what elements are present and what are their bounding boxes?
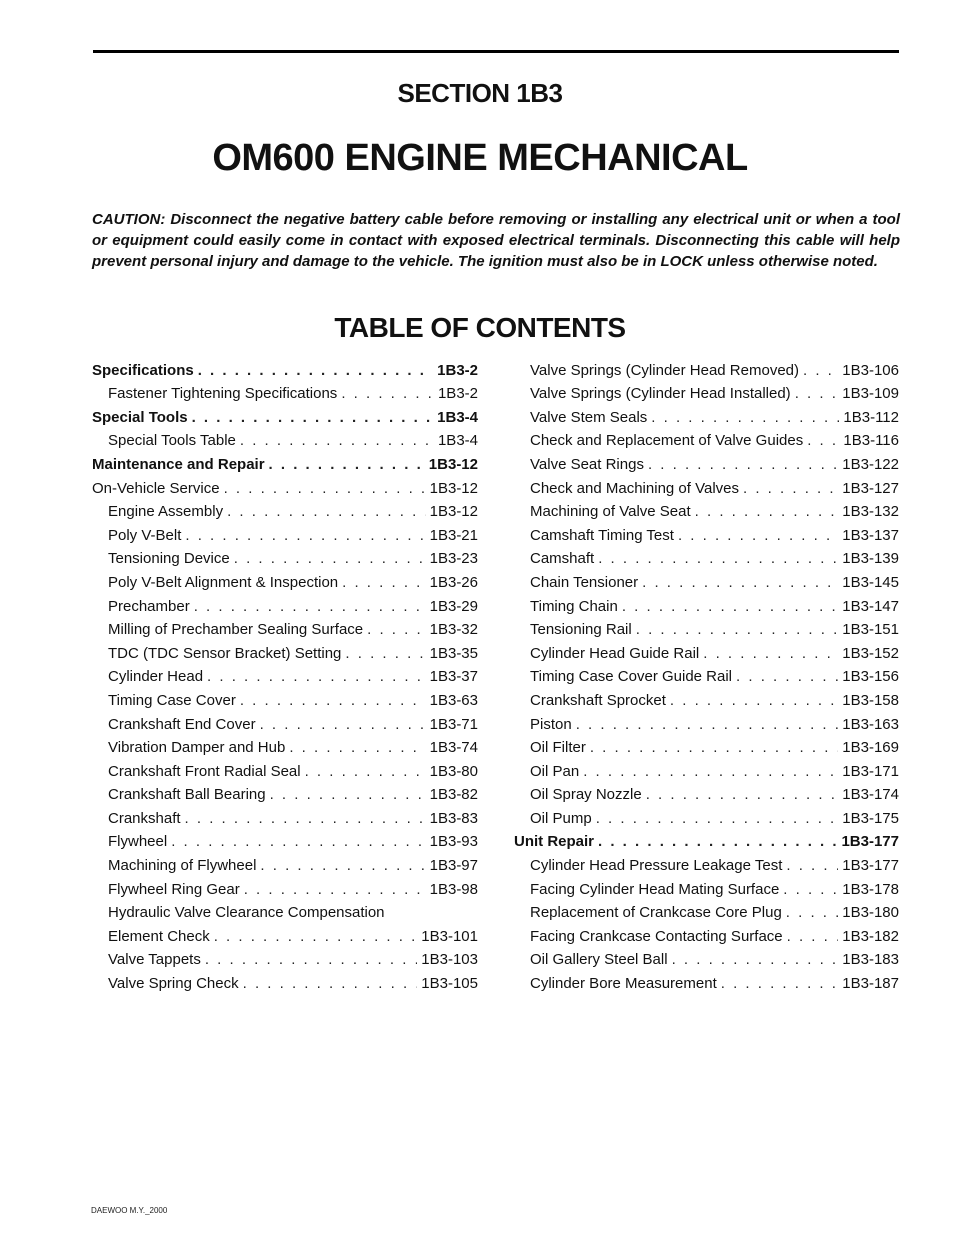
toc-entry-title: Cylinder Bore Measurement	[530, 975, 717, 993]
toc-entry[interactable]	[514, 380, 899, 404]
toc-leader-dots	[786, 857, 838, 875]
toc-entry-page: 1B3-183	[842, 951, 899, 969]
toc-entry-page: 1B3-80	[429, 762, 478, 780]
toc-entry-page: 1B3-4	[437, 432, 478, 450]
toc-entry-page: 1B3-116	[843, 432, 899, 450]
toc-entry-page: 1B3-105	[421, 975, 478, 993]
toc-leader-dots	[198, 362, 433, 380]
toc-entry[interactable]	[514, 592, 899, 616]
toc-entry-title: Valve Tappets	[108, 951, 201, 969]
toc-entry-page: 1B3-158	[842, 691, 899, 709]
toc-entry-title: Valve Springs (Cylinder Head Installed)	[530, 385, 791, 403]
toc-entry-page: 1B3-171	[842, 762, 899, 780]
toc-leader-dots	[672, 951, 839, 969]
toc-entry[interactable]	[92, 804, 478, 828]
toc-entry-title: Camshaft Timing Test	[530, 526, 674, 544]
toc-entry[interactable]	[514, 616, 899, 640]
toc-entry-page: 1B3-182	[842, 927, 899, 945]
toc-entry-page: 1B3-147	[842, 597, 899, 615]
toc-entry[interactable]	[92, 663, 478, 687]
toc-entry-title: Special Tools	[92, 408, 188, 426]
toc-entry-page: 1B3-152	[842, 644, 899, 662]
toc-entry-page: 1B3-35	[429, 644, 478, 662]
toc-leader-dots	[260, 857, 425, 875]
toc-entry-title: Valve Springs (Cylinder Head Removed)	[530, 361, 800, 379]
toc-entry-title: Hydraulic Valve Clearance Compensation	[108, 904, 385, 922]
toc-leader-dots	[244, 881, 426, 899]
toc-leader-dots	[342, 574, 425, 592]
toc-leader-dots	[783, 881, 838, 899]
toc-entry-title: Oil Pan	[530, 762, 580, 780]
toc-entry-title: Oil Pump	[530, 809, 592, 827]
toc-leader-dots	[270, 786, 426, 804]
toc-entry-page: 1B3-187	[842, 975, 899, 993]
toc-entry[interactable]	[514, 474, 899, 498]
toc-leader-dots	[224, 480, 426, 498]
toc-leader-dots	[227, 503, 426, 521]
toc-entry[interactable]	[92, 380, 478, 404]
toc-entry-title: Milling of Prechamber Sealing Surface	[108, 621, 364, 639]
toc-entry-title: Poly V-Belt Alignment & Inspection	[108, 573, 339, 591]
toc-entry-title: Timing Chain	[530, 597, 618, 615]
toc-entry-title: Check and Replacement of Valve Guides	[530, 432, 804, 450]
toc-entry-page: 1B3-26	[429, 573, 478, 591]
toc-entry[interactable]	[92, 568, 478, 592]
toc-entry-title: Flywheel Ring Gear	[108, 880, 240, 898]
toc-entry-title: Specifications	[92, 361, 194, 379]
toc-entry-title: Timing Case Cover	[108, 691, 236, 709]
toc-leader-dots	[240, 432, 434, 450]
toc-entry-title: TDC (TDC Sensor Bracket) Setting	[108, 644, 342, 662]
toc-entry-page: 1B3-2	[437, 361, 478, 379]
toc-entry[interactable]	[92, 946, 478, 970]
toc-leader-dots	[205, 951, 417, 969]
toc-entry-title: Oil Gallery Steel Ball	[530, 951, 668, 969]
toc-entry-page: 1B3-12	[429, 479, 478, 497]
toc-entry-title: Facing Crankcase Contacting Surface	[530, 927, 783, 945]
toc-entry-title: Tensioning Rail	[530, 621, 632, 639]
toc-entry-page: 1B3-63	[429, 691, 478, 709]
toc-leader-dots	[646, 786, 839, 804]
toc-leader-dots	[721, 975, 839, 993]
toc-entry-page: 1B3-2	[437, 385, 478, 403]
toc-leader-dots	[703, 645, 838, 663]
toc-entry-page: 1B3-174	[842, 786, 899, 804]
toc-leader-dots	[185, 810, 426, 828]
toc-entry-title: Cylinder Head Pressure Leakage Test	[530, 857, 783, 875]
toc-entry[interactable]	[514, 734, 899, 758]
toc-entry-page: 1B3-37	[429, 668, 478, 686]
toc-leader-dots	[367, 621, 426, 639]
toc-leader-dots	[622, 598, 838, 616]
toc-entry-title: Crankshaft Sprocket	[530, 691, 666, 709]
top-rule	[93, 50, 899, 53]
toc-entry-page: 1B3-12	[428, 455, 478, 473]
toc-leader-dots	[695, 503, 839, 521]
toc-leader-dots	[269, 456, 425, 474]
toc-leader-dots	[345, 645, 425, 663]
toc-entry-page: 1B3-169	[842, 739, 899, 757]
toc-entry-page: 1B3-145	[842, 573, 899, 591]
toc-entry[interactable]	[514, 851, 899, 875]
toc-entry[interactable]	[92, 450, 478, 474]
toc-leader-dots	[341, 385, 434, 403]
toc-entry[interactable]	[514, 969, 899, 993]
toc-entry-title: Oil Spray Nozzle	[530, 786, 642, 804]
toc-entry-page: 1B3-156	[842, 668, 899, 686]
toc-leader-dots	[598, 550, 838, 568]
toc-leader-dots	[576, 716, 839, 734]
toc-leader-dots	[795, 385, 839, 403]
toc-entry-page: 1B3-177	[841, 833, 899, 851]
toc-leader-dots	[194, 598, 426, 616]
toc-right-column	[514, 356, 899, 993]
toc-leader-dots	[234, 550, 426, 568]
toc-leader-dots	[598, 833, 837, 851]
toc-entry[interactable]	[92, 474, 478, 498]
toc-entry-title: Valve Stem Seals	[530, 408, 648, 426]
toc-entry[interactable]	[514, 828, 899, 852]
toc-entry[interactable]	[514, 545, 899, 569]
toc-left-column	[92, 356, 478, 993]
toc-leader-dots	[305, 763, 426, 781]
toc-entry-title: Maintenance and Repair	[92, 455, 265, 473]
toc-leader-dots	[185, 527, 425, 545]
toc-entry-title: Oil Filter	[530, 739, 586, 757]
toc-entry-page: 1B3-109	[842, 385, 899, 403]
toc-entry[interactable]	[92, 639, 478, 663]
toc-entry[interactable]	[514, 757, 899, 781]
toc-entry-page: 1B3-163	[842, 715, 899, 733]
toc-entry[interactable]	[514, 639, 899, 663]
toc-entry-title: Facing Cylinder Head Mating Surface	[530, 880, 780, 898]
toc-leader-dots	[786, 904, 838, 922]
toc-entry-page: 1B3-106	[842, 361, 899, 379]
toc-leader-dots	[651, 409, 839, 427]
toc-entry[interactable]	[92, 710, 478, 734]
toc-entry[interactable]	[514, 356, 899, 380]
toc-entry[interactable]	[92, 686, 478, 710]
toc-entry-page: 1B3-23	[429, 550, 478, 568]
toc-leader-dots	[243, 975, 418, 993]
toc-leader-dots	[590, 739, 838, 757]
toc-leader-dots	[648, 456, 838, 474]
toc-entry-title: Replacement of Crankcase Core Plug	[530, 904, 782, 922]
toc-leader-dots	[240, 692, 426, 710]
toc-leader-dots	[192, 409, 434, 427]
toc-entry[interactable]	[514, 568, 899, 592]
toc-leader-dots	[736, 668, 838, 686]
toc-entry-title: Machining of Valve Seat	[530, 503, 691, 521]
toc-entry[interactable]	[514, 922, 899, 946]
toc-entry-title: Chain Tensioner	[530, 573, 639, 591]
toc-entry[interactable]	[514, 710, 899, 734]
toc-entry[interactable]	[514, 804, 899, 828]
toc-entry-page: 1B3-21	[429, 526, 478, 544]
toc-entry[interactable]	[92, 922, 478, 946]
toc-entry-page: 1B3-178	[842, 880, 899, 898]
document-title: OM600 ENGINE MECHANICAL	[212, 137, 748, 179]
toc-entry-title: Crankshaft Front Radial Seal	[108, 762, 301, 780]
toc-entry-title: Piston	[530, 715, 572, 733]
toc-entry-title: On-Vehicle Service	[92, 479, 220, 497]
toc-heading: TABLE OF CONTENTS	[334, 312, 626, 343]
toc-entry[interactable]	[514, 450, 899, 474]
toc-entry[interactable]	[514, 427, 899, 451]
toc-leader-dots	[678, 527, 838, 545]
toc-entry[interactable]	[92, 875, 478, 899]
toc-entry-page: 1B3-177	[842, 857, 899, 875]
toc-leader-dots	[807, 432, 839, 450]
toc-entry-page: 1B3-151	[842, 621, 899, 639]
toc-entry-page: 1B3-32	[429, 621, 478, 639]
toc-entry-page: 1B3-29	[429, 597, 478, 615]
toc-entry-page: 1B3-122	[842, 455, 899, 473]
toc-leader-dots	[636, 621, 839, 639]
toc-entry-page: 1B3-132	[842, 503, 899, 521]
toc-leader-dots	[596, 810, 839, 828]
toc-leader-dots	[207, 668, 426, 686]
toc-entry-title: Timing Case Cover Guide Rail	[530, 668, 733, 686]
toc-entry-title: Cylinder Head Guide Rail	[530, 644, 700, 662]
toc-entry[interactable]	[514, 946, 899, 970]
toc-entry-page: 1B3-82	[429, 786, 478, 804]
toc-entry[interactable]	[92, 757, 478, 781]
toc-entry-title: Engine Assembly	[108, 503, 224, 521]
toc-entry-page: 1B3-12	[429, 503, 478, 521]
toc-entry[interactable]	[92, 851, 478, 875]
toc-entry[interactable]	[92, 969, 478, 993]
toc-entry-title: Special Tools Table	[108, 432, 236, 450]
toc-entry-title: Valve Seat Rings	[530, 455, 644, 473]
toc-entry-page: 1B3-93	[429, 833, 478, 851]
toc-entry[interactable]	[92, 781, 478, 805]
toc-entry-title: Cylinder Head	[108, 668, 204, 686]
toc-entry-page: 1B3-137	[842, 526, 899, 544]
toc-entry-title: Element Check	[108, 927, 210, 945]
toc-leader-dots	[787, 928, 839, 946]
footer-model-year: DAEWOO M.Y._2000	[91, 1206, 168, 1215]
toc-entry-title: Flywheel	[108, 833, 168, 851]
toc-entry-page: 1B3-127	[842, 479, 899, 497]
toc-entry-page: 1B3-112	[843, 408, 899, 426]
toc-leader-dots	[803, 362, 838, 380]
toc-entry[interactable]	[92, 498, 478, 522]
toc-entry-title: Crankshaft End Cover	[108, 715, 256, 733]
toc-leader-dots	[583, 763, 838, 781]
toc-entry[interactable]	[514, 686, 899, 710]
toc-entry[interactable]	[92, 899, 478, 923]
toc-entry-page: 1B3-83	[429, 809, 478, 827]
toc-entry-title: Tensioning Device	[108, 550, 230, 568]
toc-entry-title: Crankshaft	[108, 809, 181, 827]
toc-entry-title: Prechamber	[108, 597, 190, 615]
toc-entry[interactable]	[514, 781, 899, 805]
toc-entry[interactable]	[514, 899, 899, 923]
toc-entry[interactable]	[92, 734, 478, 758]
toc-entry[interactable]	[92, 828, 478, 852]
toc-entry[interactable]	[92, 616, 478, 640]
toc-entry[interactable]	[92, 427, 478, 451]
toc-entry[interactable]	[514, 521, 899, 545]
toc-entry-title: Fastener Tightening Specifications	[108, 385, 338, 403]
toc-leader-dots	[670, 692, 838, 710]
toc-entry-title: Crankshaft Ball Bearing	[108, 786, 266, 804]
section-title: SECTION 1B3	[397, 78, 563, 108]
toc-entry-page: 1B3-180	[842, 904, 899, 922]
toc-entry-page: 1B3-103	[421, 951, 478, 969]
toc-entry[interactable]	[514, 875, 899, 899]
toc-leader-dots	[289, 739, 425, 757]
toc-entry-page: 1B3-139	[842, 550, 899, 568]
toc-entry-title: Machining of Flywheel	[108, 857, 257, 875]
toc-entry-title: Valve Spring Check	[108, 975, 239, 993]
toc-entry[interactable]	[92, 545, 478, 569]
toc-entry[interactable]	[92, 403, 478, 427]
toc-entry-page: 1B3-98	[429, 880, 478, 898]
toc-entry[interactable]	[92, 592, 478, 616]
toc-entry-title: Check and Machining of Valves	[530, 479, 740, 497]
toc-leader-dots	[260, 716, 426, 734]
toc-entry[interactable]	[92, 356, 478, 380]
toc-entry-title: Camshaft	[530, 550, 595, 568]
toc-entry-page: 1B3-71	[429, 715, 478, 733]
toc-entry-page: 1B3-101	[421, 927, 478, 945]
toc-entry[interactable]	[92, 521, 478, 545]
toc-entry[interactable]	[514, 498, 899, 522]
toc-leader-dots	[214, 928, 418, 946]
toc-entry-page: 1B3-175	[842, 809, 899, 827]
toc-entry-title: Poly V-Belt	[108, 526, 182, 544]
toc-entry-page: 1B3-97	[429, 857, 478, 875]
toc-entry-page: 1B3-4	[437, 408, 478, 426]
toc-entry-title: Unit Repair	[514, 833, 595, 851]
toc-entry-title: Vibration Damper and Hub	[108, 739, 286, 757]
toc-leader-dots	[642, 574, 838, 592]
toc-entry[interactable]	[514, 403, 899, 427]
toc-leader-dots	[171, 833, 425, 851]
toc-entry-page: 1B3-74	[429, 739, 478, 757]
toc-entry[interactable]	[514, 663, 899, 687]
caution-note: CAUTION: Disconnect the negative battery cable before removing or installing any electrical unit or when a tool or equipment could easily come in contact with exposed electrical terminals. Disconnecting this cable will help prevent personal injury and damage to the vehicle. The ignition must also be in LOCK unless otherwise noted.	[92, 211, 900, 270]
toc-leader-dots	[743, 480, 838, 498]
